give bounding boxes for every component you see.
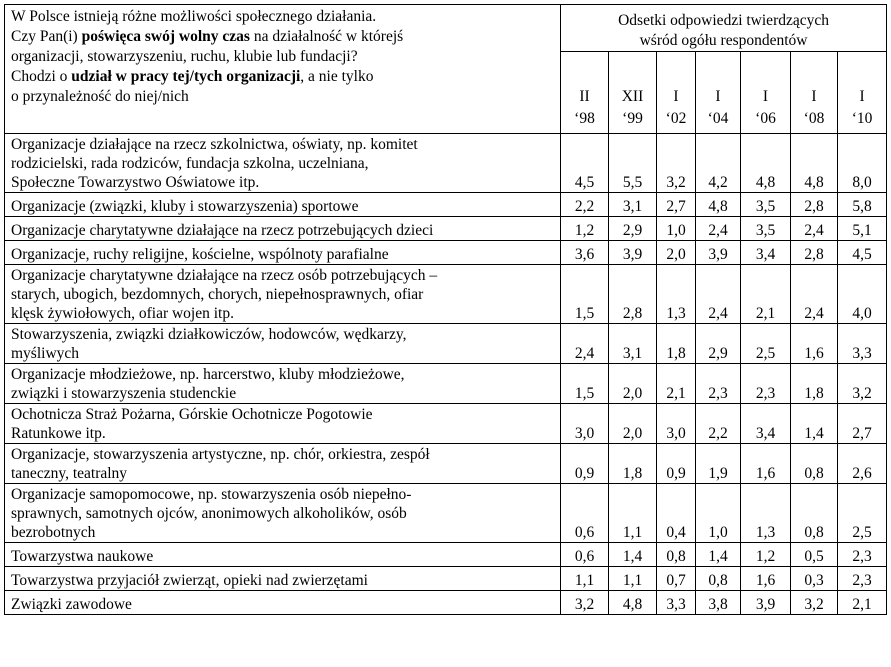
- organization-label-line: rodzicielski, rada rodziców, fundacja szkolna, uczelniana,: [11, 155, 369, 172]
- organization-label-line: Stowarzyszenia, związki działkowiczów, hodowców, wędkarzy,: [11, 326, 407, 343]
- percentage-cell: 2,7: [657, 193, 696, 217]
- question-line: o przynależność do niej/nich: [11, 88, 189, 105]
- question-line: Chodzi o: [11, 68, 72, 85]
- year-column-header: [696, 52, 741, 134]
- percentage-cell: 2,6: [838, 444, 887, 484]
- percentage-cell: 3,0: [657, 404, 696, 444]
- percentage-cell: 2,8: [791, 241, 838, 265]
- table-row: [5, 591, 887, 615]
- percentage-cell: 1,0: [657, 217, 696, 241]
- percentage-cell: 1,5: [561, 364, 609, 404]
- percentage-cell: 1,4: [609, 543, 657, 567]
- percentage-cell: 2,3: [838, 567, 887, 591]
- percentage-cell: 4,8: [696, 193, 741, 217]
- organization-label: [5, 134, 561, 193]
- percentage-cell: 4,2: [696, 134, 741, 193]
- percentage-cell: 0,3: [791, 567, 838, 591]
- percentage-cell: 2,4: [791, 217, 838, 241]
- percentage-cell: 2,9: [696, 324, 741, 364]
- percentage-cell: 3,9: [609, 241, 657, 265]
- organization-label-line: Organizacje charytatywne działające na rzecz osób potrzebujących –: [11, 267, 438, 284]
- percentage-cell: 3,9: [741, 591, 791, 615]
- percentage-cell: 2,1: [657, 364, 696, 404]
- percentage-cell: 1,2: [741, 543, 791, 567]
- percentage-cell: 0,8: [791, 484, 838, 543]
- percentage-cell: 0,9: [657, 444, 696, 484]
- percentage-cell: 2,5: [741, 324, 791, 364]
- organization-label-line: Organizacje (związki, kluby i stowarzyszenia) sportowe: [11, 198, 359, 215]
- percentage-cell: 1,6: [741, 567, 791, 591]
- percentage-cell: 3,6: [561, 241, 609, 265]
- table-row: [5, 567, 887, 591]
- organization-label-line: Ochotnicza Straż Pożarna, Górskie Ochotnicze Pogotowie: [11, 406, 373, 423]
- organization-label-line: Organizacje młodzieżowe, np. harcerstwo, kluby młodzieżowe,: [11, 366, 405, 383]
- percentage-cell: 3,2: [657, 134, 696, 193]
- organization-label-line: bezrobotnych: [11, 524, 96, 541]
- percentage-cell: 2,5: [838, 484, 887, 543]
- organization-label-line: Towarzystwa przyjaciół zwierząt, opieki nad zwierzętami: [11, 572, 368, 589]
- percentage-cell: 2,3: [838, 543, 887, 567]
- percentage-cell: 0,9: [561, 444, 609, 484]
- organization-label-line: Organizacje samopomocowe, np. stowarzyszenia osób niepełno-: [11, 486, 412, 503]
- percentage-cell: 2,7: [838, 404, 887, 444]
- table-row: [5, 217, 887, 241]
- percentage-cell: 0,6: [561, 484, 609, 543]
- percentage-cell: 4,0: [838, 265, 887, 324]
- percentage-cell: 2,0: [609, 364, 657, 404]
- percentage-cell: 3,3: [657, 591, 696, 615]
- percentage-cell: 2,2: [696, 404, 741, 444]
- table-row: [5, 324, 887, 364]
- question-line: na działalność w którejś: [249, 28, 404, 45]
- percentage-cell: 1,0: [696, 484, 741, 543]
- organization-label: [5, 404, 561, 444]
- percentage-cell: 1,3: [741, 484, 791, 543]
- percentage-cell: 3,9: [696, 241, 741, 265]
- survey-year: ‘06: [755, 110, 776, 127]
- group-header-line: wśród ogółu respondentów: [639, 32, 808, 49]
- table-row: [5, 265, 887, 324]
- percentage-cell: 2,9: [609, 217, 657, 241]
- percentage-cell: 1,4: [791, 404, 838, 444]
- table-row: [5, 364, 887, 404]
- survey-month: II: [579, 88, 590, 105]
- percentage-cell: 3,0: [561, 404, 609, 444]
- percentage-cell: 2,1: [838, 591, 887, 615]
- organization-label-line: Organizacje, ruchy religijne, kościelne, wspólnoty parafialne: [11, 246, 389, 263]
- organization-label: [5, 591, 561, 615]
- survey-year: ‘08: [803, 110, 825, 127]
- percentage-cell: 3,8: [696, 591, 741, 615]
- percentage-cell: 3,5: [741, 193, 791, 217]
- organization-label: [5, 444, 561, 484]
- percentage-cell: 0,4: [657, 484, 696, 543]
- table-row: [5, 404, 887, 444]
- survey-year: ‘04: [707, 110, 729, 127]
- survey-month: I: [762, 88, 769, 105]
- percentage-cell: 2,3: [696, 364, 741, 404]
- percentage-cell: 2,0: [657, 241, 696, 265]
- year-column-header: [791, 52, 838, 134]
- survey-year: ‘10: [851, 110, 873, 127]
- percentage-cell: 0,8: [696, 567, 741, 591]
- question-line: , a nie tylko: [300, 68, 374, 85]
- percentage-cell: 0,7: [657, 567, 696, 591]
- table-row: [5, 444, 887, 484]
- percentage-cell: 0,8: [791, 444, 838, 484]
- survey-year: ‘98: [574, 110, 595, 127]
- question-line: organizacji, stowarzyszeniu, ruchu, klubie lub fundacji?: [11, 48, 358, 65]
- percentage-cell: 2,2: [561, 193, 609, 217]
- percentage-cell: 1,6: [791, 324, 838, 364]
- organization-label-line: związki i stowarzyszenia studenckie: [11, 385, 237, 402]
- organization-label-line: myśliwych: [11, 345, 80, 362]
- percentage-cell: 3,2: [791, 591, 838, 615]
- organization-label-line: klęsk żywiołowych, ofiar wojen itp.: [11, 305, 234, 322]
- header-row: [5, 5, 887, 52]
- year-column-header: [561, 52, 609, 134]
- percentage-cell: 1,1: [609, 567, 657, 591]
- table-body: [5, 134, 887, 615]
- percentage-cell: 3,1: [609, 324, 657, 364]
- percentage-cell: 2,4: [696, 217, 741, 241]
- organization-label-line: Ratunkowe itp.: [11, 425, 106, 442]
- percentage-cell: 3,3: [838, 324, 887, 364]
- percentage-cell: 1,8: [657, 324, 696, 364]
- percentage-cell: 2,3: [741, 364, 791, 404]
- percentage-cell: 3,5: [741, 217, 791, 241]
- organization-label-line: Organizacje, stowarzyszenia artystyczne, np. chór, orkiestra, zespół: [11, 446, 430, 463]
- percentage-group-header: [561, 5, 887, 52]
- organization-label: [5, 543, 561, 567]
- percentage-cell: 2,0: [609, 404, 657, 444]
- percentage-cell: 8,0: [838, 134, 887, 193]
- survey-month: I: [811, 88, 817, 105]
- table-row: [5, 543, 887, 567]
- organization-label-line: Organizacje działające na rzecz szkolnictwa, oświaty, np. komitet: [11, 136, 418, 153]
- question-emphasis: poświęca swój wolny czas: [81, 28, 250, 45]
- organization-label-line: starych, ubogich, bezdomnych, chorych, niepełnosprawnych, ofiar: [11, 286, 424, 303]
- percentage-cell: 4,8: [791, 134, 838, 193]
- percentage-cell: 4,5: [561, 134, 609, 193]
- percentage-cell: 3,2: [838, 364, 887, 404]
- percentage-cell: 1,8: [791, 364, 838, 404]
- organization-label-line: Związki zawodowe: [11, 596, 132, 613]
- percentage-cell: 3,2: [561, 591, 609, 615]
- survey-month: I: [673, 88, 679, 105]
- organization-label-line: sprawnych, samotnych ojców, anonimowych alkoholików, osób: [11, 505, 407, 522]
- percentage-cell: 1,8: [609, 444, 657, 484]
- year-column-header: [838, 52, 887, 134]
- percentage-cell: 2,8: [609, 265, 657, 324]
- percentage-cell: 1,1: [609, 484, 657, 543]
- percentage-cell: 5,8: [838, 193, 887, 217]
- survey-month: I: [859, 88, 865, 105]
- organization-label: [5, 567, 561, 591]
- organization-label: [5, 484, 561, 543]
- percentage-cell: 5,5: [609, 134, 657, 193]
- organization-label: [5, 217, 561, 241]
- table-row: [5, 193, 887, 217]
- percentage-cell: 1,9: [696, 444, 741, 484]
- organization-label: [5, 241, 561, 265]
- percentage-cell: 0,5: [791, 543, 838, 567]
- percentage-cell: 2,4: [791, 265, 838, 324]
- question-line: Czy Pan(i): [11, 28, 82, 45]
- question-emphasis: udział w pracy tej/tych organizacji: [71, 68, 301, 85]
- survey-month: XII: [621, 88, 644, 105]
- table-row: [5, 484, 887, 543]
- organization-label: [5, 265, 561, 324]
- organization-label: [5, 364, 561, 404]
- percentage-cell: 4,8: [609, 591, 657, 615]
- organization-label: [5, 193, 561, 217]
- percentage-cell: 0,6: [561, 543, 609, 567]
- percentage-cell: 4,5: [838, 241, 887, 265]
- survey-table: [4, 4, 887, 615]
- percentage-cell: 4,8: [741, 134, 791, 193]
- survey-year: ‘99: [622, 110, 643, 127]
- table-row: [5, 241, 887, 265]
- organization-label: [5, 324, 561, 364]
- organization-label-line: taneczny, teatralny: [11, 465, 128, 482]
- table-row: [5, 134, 887, 193]
- year-column-header: [657, 52, 696, 134]
- group-header-line: Odsetki odpowiedzi twierdzących: [618, 12, 829, 29]
- year-column-header: [741, 52, 791, 134]
- percentage-cell: 2,8: [791, 193, 838, 217]
- percentage-cell: 2,4: [561, 324, 609, 364]
- percentage-cell: 0,8: [657, 543, 696, 567]
- percentage-cell: 1,2: [561, 217, 609, 241]
- percentage-cell: 3,4: [741, 241, 791, 265]
- organization-label-line: Organizacje charytatywne działające na rzecz potrzebujących dzieci: [11, 222, 434, 239]
- survey-year: ‘02: [665, 110, 687, 127]
- organization-label-line: Społeczne Towarzystwo Oświatowe itp.: [11, 174, 260, 191]
- question-line: W Polsce istnieją różne możliwości społecznego działania.: [11, 8, 377, 25]
- year-column-header: [609, 52, 657, 134]
- percentage-cell: 1,3: [657, 265, 696, 324]
- percentage-cell: 5,1: [838, 217, 887, 241]
- percentage-cell: 2,4: [696, 265, 741, 324]
- percentage-cell: 3,4: [741, 404, 791, 444]
- percentage-cell: 1,4: [696, 543, 741, 567]
- survey-month: I: [715, 88, 721, 105]
- percentage-cell: 1,5: [561, 265, 609, 324]
- organization-label-line: Towarzystwa naukowe: [11, 548, 154, 565]
- question-header: [5, 5, 561, 134]
- percentage-cell: 3,1: [609, 193, 657, 217]
- percentage-cell: 1,1: [561, 567, 609, 591]
- percentage-cell: 1,6: [741, 444, 791, 484]
- percentage-cell: 2,1: [741, 265, 791, 324]
